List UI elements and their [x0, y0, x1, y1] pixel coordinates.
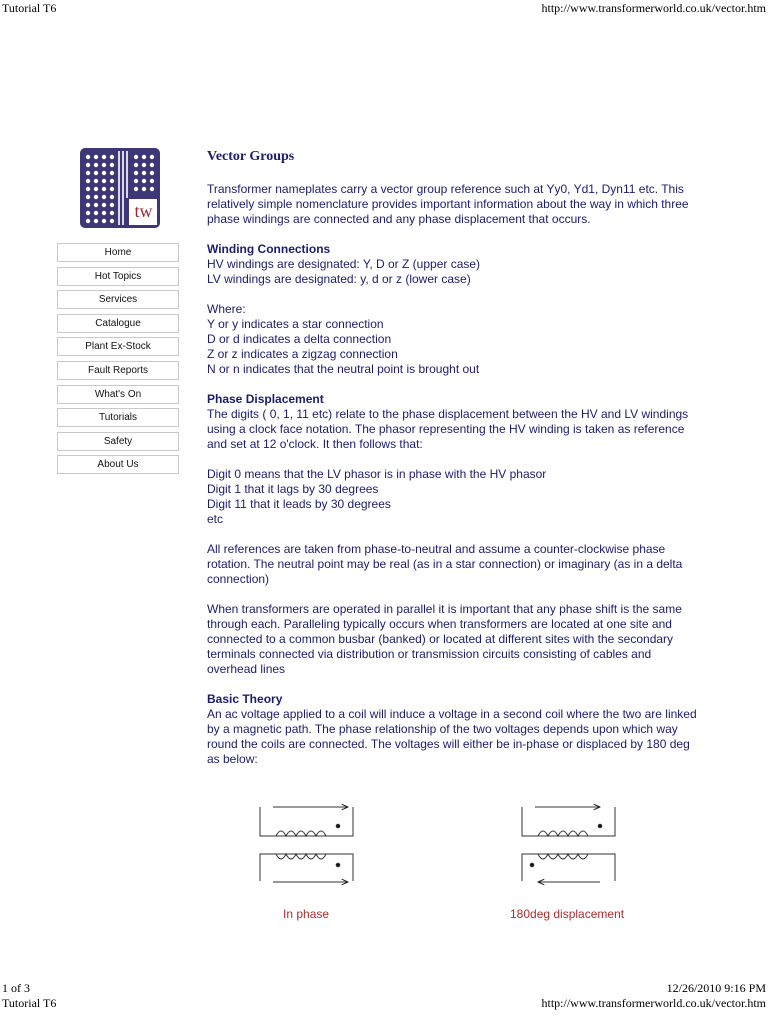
polarity-dot: [530, 863, 534, 867]
nav-item-tutorials[interactable]: Tutorials: [57, 408, 179, 427]
text-line: terminals connected via distribution or transmission circuits consisting of cables and: [207, 647, 652, 661]
nav-item-safety[interactable]: Safety: [57, 432, 179, 451]
nav-item-fault-reports[interactable]: Fault Reports: [57, 361, 179, 380]
connection-item: Y or y indicates a star connection: [207, 317, 384, 331]
text-line: by a magnetic path. The phase relationship of the two voltages depends upon which way: [207, 722, 678, 736]
winding-connections-heading: Winding Connections: [207, 242, 331, 256]
text-line: as below:: [207, 752, 258, 766]
main-nav: [57, 243, 179, 479]
coil-diagram-graphic: [240, 790, 700, 900]
print-footer-url: http://www.transformerworld.co.uk/vector.htm: [541, 996, 766, 1010]
text-line: rotation. The neutral point may be real (as in a star connection) or imaginary (as in a delta: [207, 557, 683, 571]
nav-item-whats-on[interactable]: What's On: [57, 385, 179, 404]
print-header-url: http://www.transformerworld.co.uk/vector.htm: [541, 1, 766, 15]
hv-designation: HV windings are designated: Y, D or Z (upper case): [207, 257, 481, 271]
digit-item: Digit 11 that it leads by 30 degrees: [207, 497, 391, 511]
print-header-title: Tutorial T6: [2, 1, 57, 15]
in-phase-diagram: [260, 807, 353, 882]
lower-coil-winding: [276, 854, 326, 859]
coil-diagrams: [240, 790, 700, 930]
phase-displacement-heading: Phase Displacement: [207, 392, 324, 406]
print-footer-title: Tutorial T6: [2, 996, 57, 1010]
basic-theory-heading: Basic Theory: [207, 692, 283, 706]
text-line: An ac voltage applied to a coil will induce a voltage in a second coil where the two are linked: [207, 707, 697, 721]
displaced-diagram: [522, 807, 615, 882]
digit-item: etc: [207, 512, 224, 526]
page-title: Vector Groups: [207, 149, 295, 164]
text-line: through each. Paralleling typically occurs when transformers are located at one site and: [207, 617, 672, 631]
text-line: All references are taken from phase-to-neutral and assume a counter-clockwise phase: [207, 542, 666, 556]
displaced-caption: 180deg displacement: [510, 907, 625, 921]
text-line: using a clock face notation. The phasor representing the HV winding is taken as reference: [207, 422, 685, 436]
article: [207, 145, 727, 767]
text-line: and set at 12 o'clock. It then follows that:: [207, 437, 423, 451]
upper-coil-winding: [276, 831, 326, 836]
lv-designation: LV windings are designated: y, d or z (lower case): [207, 272, 471, 286]
upper-coil-frame: [522, 807, 615, 836]
text-line: phase windings are connected and any phase displacement that occurs.: [207, 212, 591, 226]
transformerworld-logo[interactable]: [80, 148, 160, 228]
digit-item: Digit 0 means that the LV phasor is in phase with the HV phasor: [207, 467, 547, 481]
polarity-dot: [336, 863, 340, 867]
lower-coil-winding: [538, 854, 588, 859]
nav-item-plant-ex-stock[interactable]: Plant Ex-Stock: [57, 337, 179, 356]
text-line: relatively simple nomenclature provides important information about the way in which three: [207, 197, 689, 211]
in-phase-caption: In phase: [283, 907, 330, 921]
upper-coil-winding: [538, 831, 588, 836]
digit-item: Digit 1 that it lags by 30 degrees: [207, 482, 379, 496]
nav-item-about-us[interactable]: About Us: [57, 455, 179, 474]
connection-item: Z or z indicates a zigzag connection: [207, 347, 398, 361]
connection-item: N or n indicates that the neutral point is brought out: [207, 362, 480, 376]
upper-coil-frame: [260, 807, 353, 836]
nav-item-catalogue[interactable]: Catalogue: [57, 314, 179, 333]
nav-item-hot-topics[interactable]: Hot Topics: [57, 267, 179, 286]
text-line: The digits ( 0, 1, 11 etc) relate to the phase displacement between the HV and LV windings: [207, 407, 689, 421]
lower-coil-frame: [522, 854, 615, 881]
nav-item-services[interactable]: Services: [57, 290, 179, 309]
text-line: round the coils are connected. The voltages will either be in-phase or displaced by 180 deg: [207, 737, 690, 751]
text-line: When transformers are operated in parallel it is important that any phase shift is the same: [207, 602, 682, 616]
text-line: Transformer nameplates carry a vector group reference such at Yy0, Yd1, Dyn11 etc. This: [207, 182, 684, 196]
nav-item-home[interactable]: Home: [57, 243, 179, 262]
polarity-dot: [598, 824, 602, 828]
logo-text: tw: [134, 201, 153, 221]
text-line: connection): [207, 572, 270, 586]
print-footer-datetime: 12/26/2010 9:16 PM: [666, 981, 766, 995]
text-line: overhead lines: [207, 662, 286, 676]
print-footer-page: 1 of 3: [2, 981, 30, 995]
where-label: Where:: [207, 302, 246, 316]
polarity-dot: [336, 824, 340, 828]
connection-item: D or d indicates a delta connection: [207, 332, 392, 346]
text-line: connected to a common busbar (banked) or located at different sites with the secondary: [207, 632, 674, 646]
lower-coil-frame: [260, 854, 353, 881]
intro-paragraph: [207, 182, 727, 227]
